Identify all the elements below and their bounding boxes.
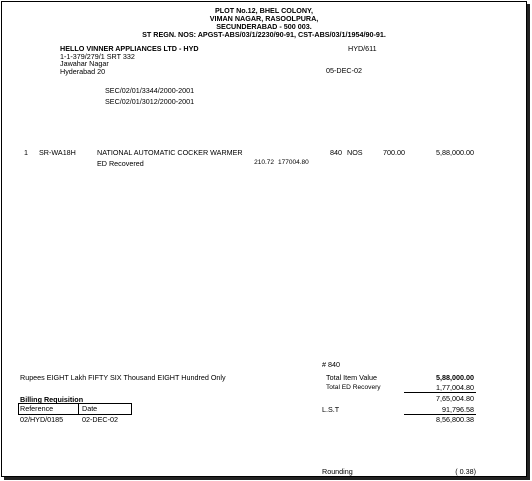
item-quantity: 840: [330, 148, 342, 157]
customer-address-3: Hyderabad 20: [60, 67, 106, 76]
billing-col-reference: Reference: [20, 404, 54, 413]
total-item-value: 5,88,000.00: [436, 373, 474, 382]
header-line-2: VIMAN NAGAR, RASOOLPURA,: [209, 14, 319, 23]
total-ed-label: Total ED Recovery: [326, 384, 381, 391]
item-description: NATIONAL AUTOMATIC COCKER WARMER: [97, 148, 243, 157]
invoice-page: [1, 1, 527, 477]
customer-address-1: 1-1-379/279/1 SRT 332: [60, 52, 135, 61]
amount-in-words: Rupees EIGHT Lakh FIFTY SIX Thousand EIGHT Hundred Only: [20, 373, 226, 382]
item-amount: 5,88,000.00: [436, 148, 474, 157]
rounding-value: ( 0.38): [455, 467, 476, 476]
item-ed-amount: 177004.80: [278, 159, 309, 166]
item-unit: NOS: [347, 148, 363, 157]
item-ed-label: ED Recovered: [97, 159, 144, 168]
invoice-date: 05-DEC-02: [326, 66, 362, 75]
billing-col-date: Date: [82, 404, 98, 413]
customer-address-2: Jawahar Nagar: [60, 59, 109, 68]
reference-1: SEC/02/01/3344/2000-2001: [105, 86, 195, 95]
lst-label: L.S.T: [322, 405, 340, 414]
total-ed-value: 1,77,004.80: [436, 383, 474, 392]
total-item-value-label: Total Item Value: [326, 373, 378, 382]
item-code: SR-WA18H: [39, 148, 76, 157]
subtotal-value: 7,65,004.80: [436, 394, 474, 403]
item-serial: 1: [24, 148, 28, 157]
total-count: # 840: [322, 360, 340, 369]
billing-title: Billing Requisition: [20, 395, 84, 404]
subtotal-rule: [404, 392, 476, 393]
lst-value: 91,796.58: [442, 405, 474, 414]
item-rate: 700.00: [383, 148, 405, 157]
billing-reference: 02/HYD/0185: [20, 415, 64, 424]
header-line-4: ST REGN. NOS: APGST-ABS/03/1/2230/90-91, CST-ABS/03/1/1954/90-91.: [142, 30, 386, 39]
customer-code: HYD/611: [348, 44, 377, 53]
billing-date: 02-DEC-02: [82, 415, 118, 424]
item-ed-rate: 210.72: [254, 159, 274, 166]
customer-name: HELLO VINNER APPLIANCES LTD - HYD: [60, 44, 199, 53]
grand-total-value: 8,56,800.38: [436, 415, 474, 424]
header-line-3: SECUNDERABAD - 500 003.: [216, 22, 312, 31]
reference-2: SEC/02/01/3012/2000-2001: [105, 97, 195, 106]
billing-header-divider: [78, 403, 79, 414]
header-line-1: PLOT No.12, BHEL COLONY,: [214, 6, 314, 15]
rounding-label: Rounding: [322, 467, 353, 476]
